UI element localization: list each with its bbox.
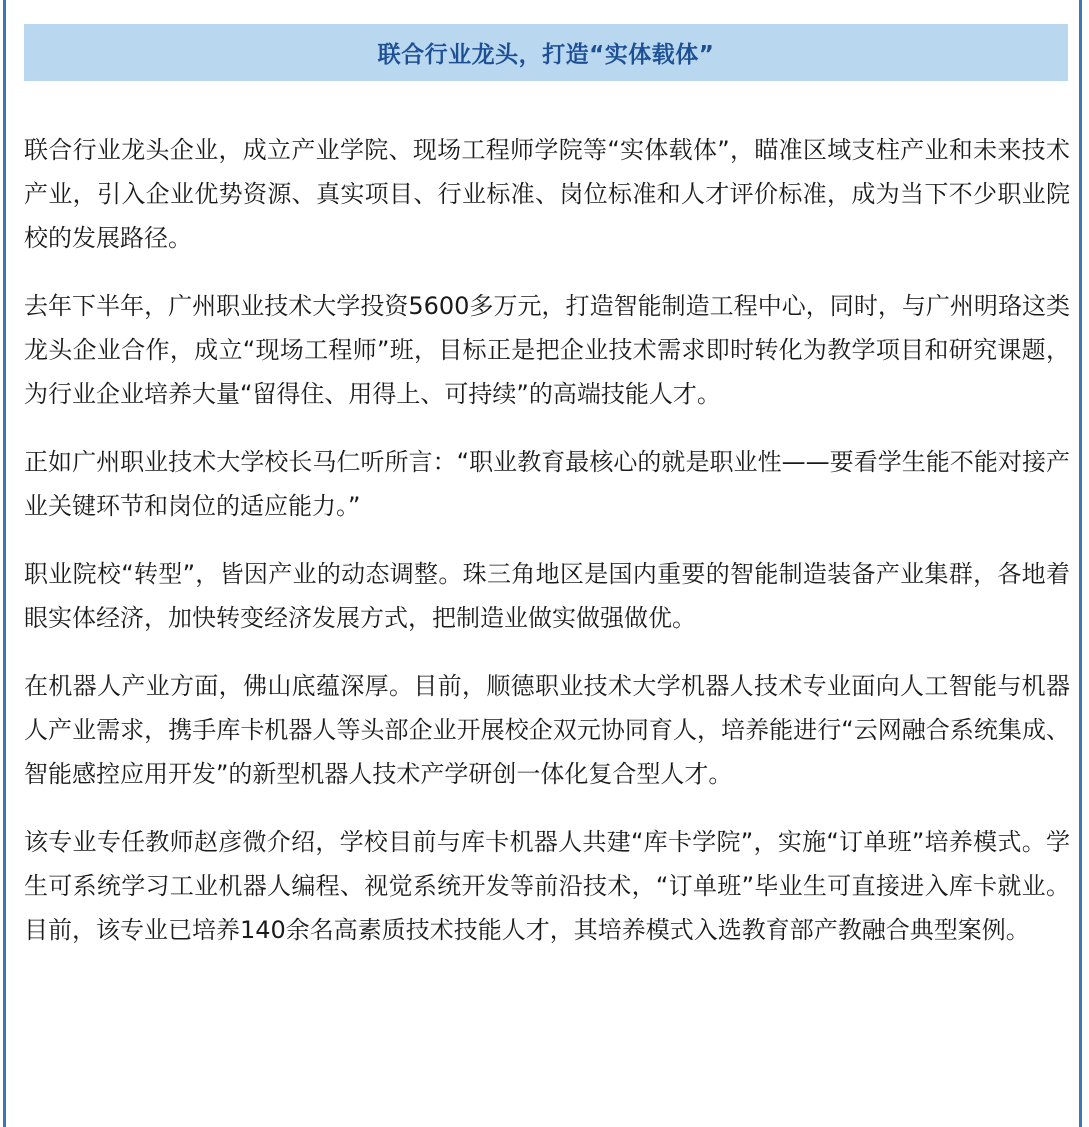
paragraph-1: 联合行业龙头企业，成立产业学院、现场工程师学院等“实体载体”，瞄准区域支柱产业和未来技术产业，引入企业优势资源、真实项目、行业标准、岗位标准和人才评价标准，成为当下不少职业院校的发展路径。 bbox=[24, 136, 1070, 252]
article-frame bbox=[3, 0, 1082, 1127]
paragraph-4: 职业院校“转型”，皆因产业的动态调整。珠三角地区是国内重要的智能制造装备产业集群，各地着眼实体经济，加快转变经济发展方式，把制造业做实做强做优。 bbox=[24, 560, 1070, 632]
paragraph-6: 该专业专任教师赵彦微介绍，学校目前与库卡机器人共建“库卡学院”，实施“订单班”培养模式。学生可系统学习工业机器人编程、视觉系统开发等前沿技术，“订单班”毕业生可直接进入库卡就业。目前，该专业已培养140余名高素质技术技能人才，其培养模式入选教育部产教融合典型案例。 bbox=[24, 828, 1070, 944]
section-header bbox=[24, 24, 1068, 81]
paragraph-2: 去年下半年，广州职业技术大学投资5600多万元，打造智能制造工程中心，同时，与广州明珞这类龙头企业合作，成立“现场工程师”班，目标正是把企业技术需求即时转化为教学项目和研究课题，为行业企业培养大量“留得住、用得上、可持续”的高端技能人才。 bbox=[24, 292, 1070, 408]
article-body bbox=[24, 128, 1070, 976]
paragraph-5: 在机器人产业方面，佛山底蕴深厚。目前，顺德职业技术大学机器人技术专业面向人工智能与机器人产业需求，携手库卡机器人等头部企业开展校企双元协同育人，培养能进行“云网融合系统集成、智能感控应用开发”的新型机器人技术产学研创一体化复合型人才。 bbox=[24, 672, 1070, 788]
paragraph-3: 正如广州职业技术大学校长马仁听所言：“职业教育最核心的就是职业性——要看学生能不能对接产业关键环节和岗位的适应能力。” bbox=[24, 448, 1070, 520]
section-title: 联合行业龙头，打造“实体载体” bbox=[377, 42, 715, 68]
